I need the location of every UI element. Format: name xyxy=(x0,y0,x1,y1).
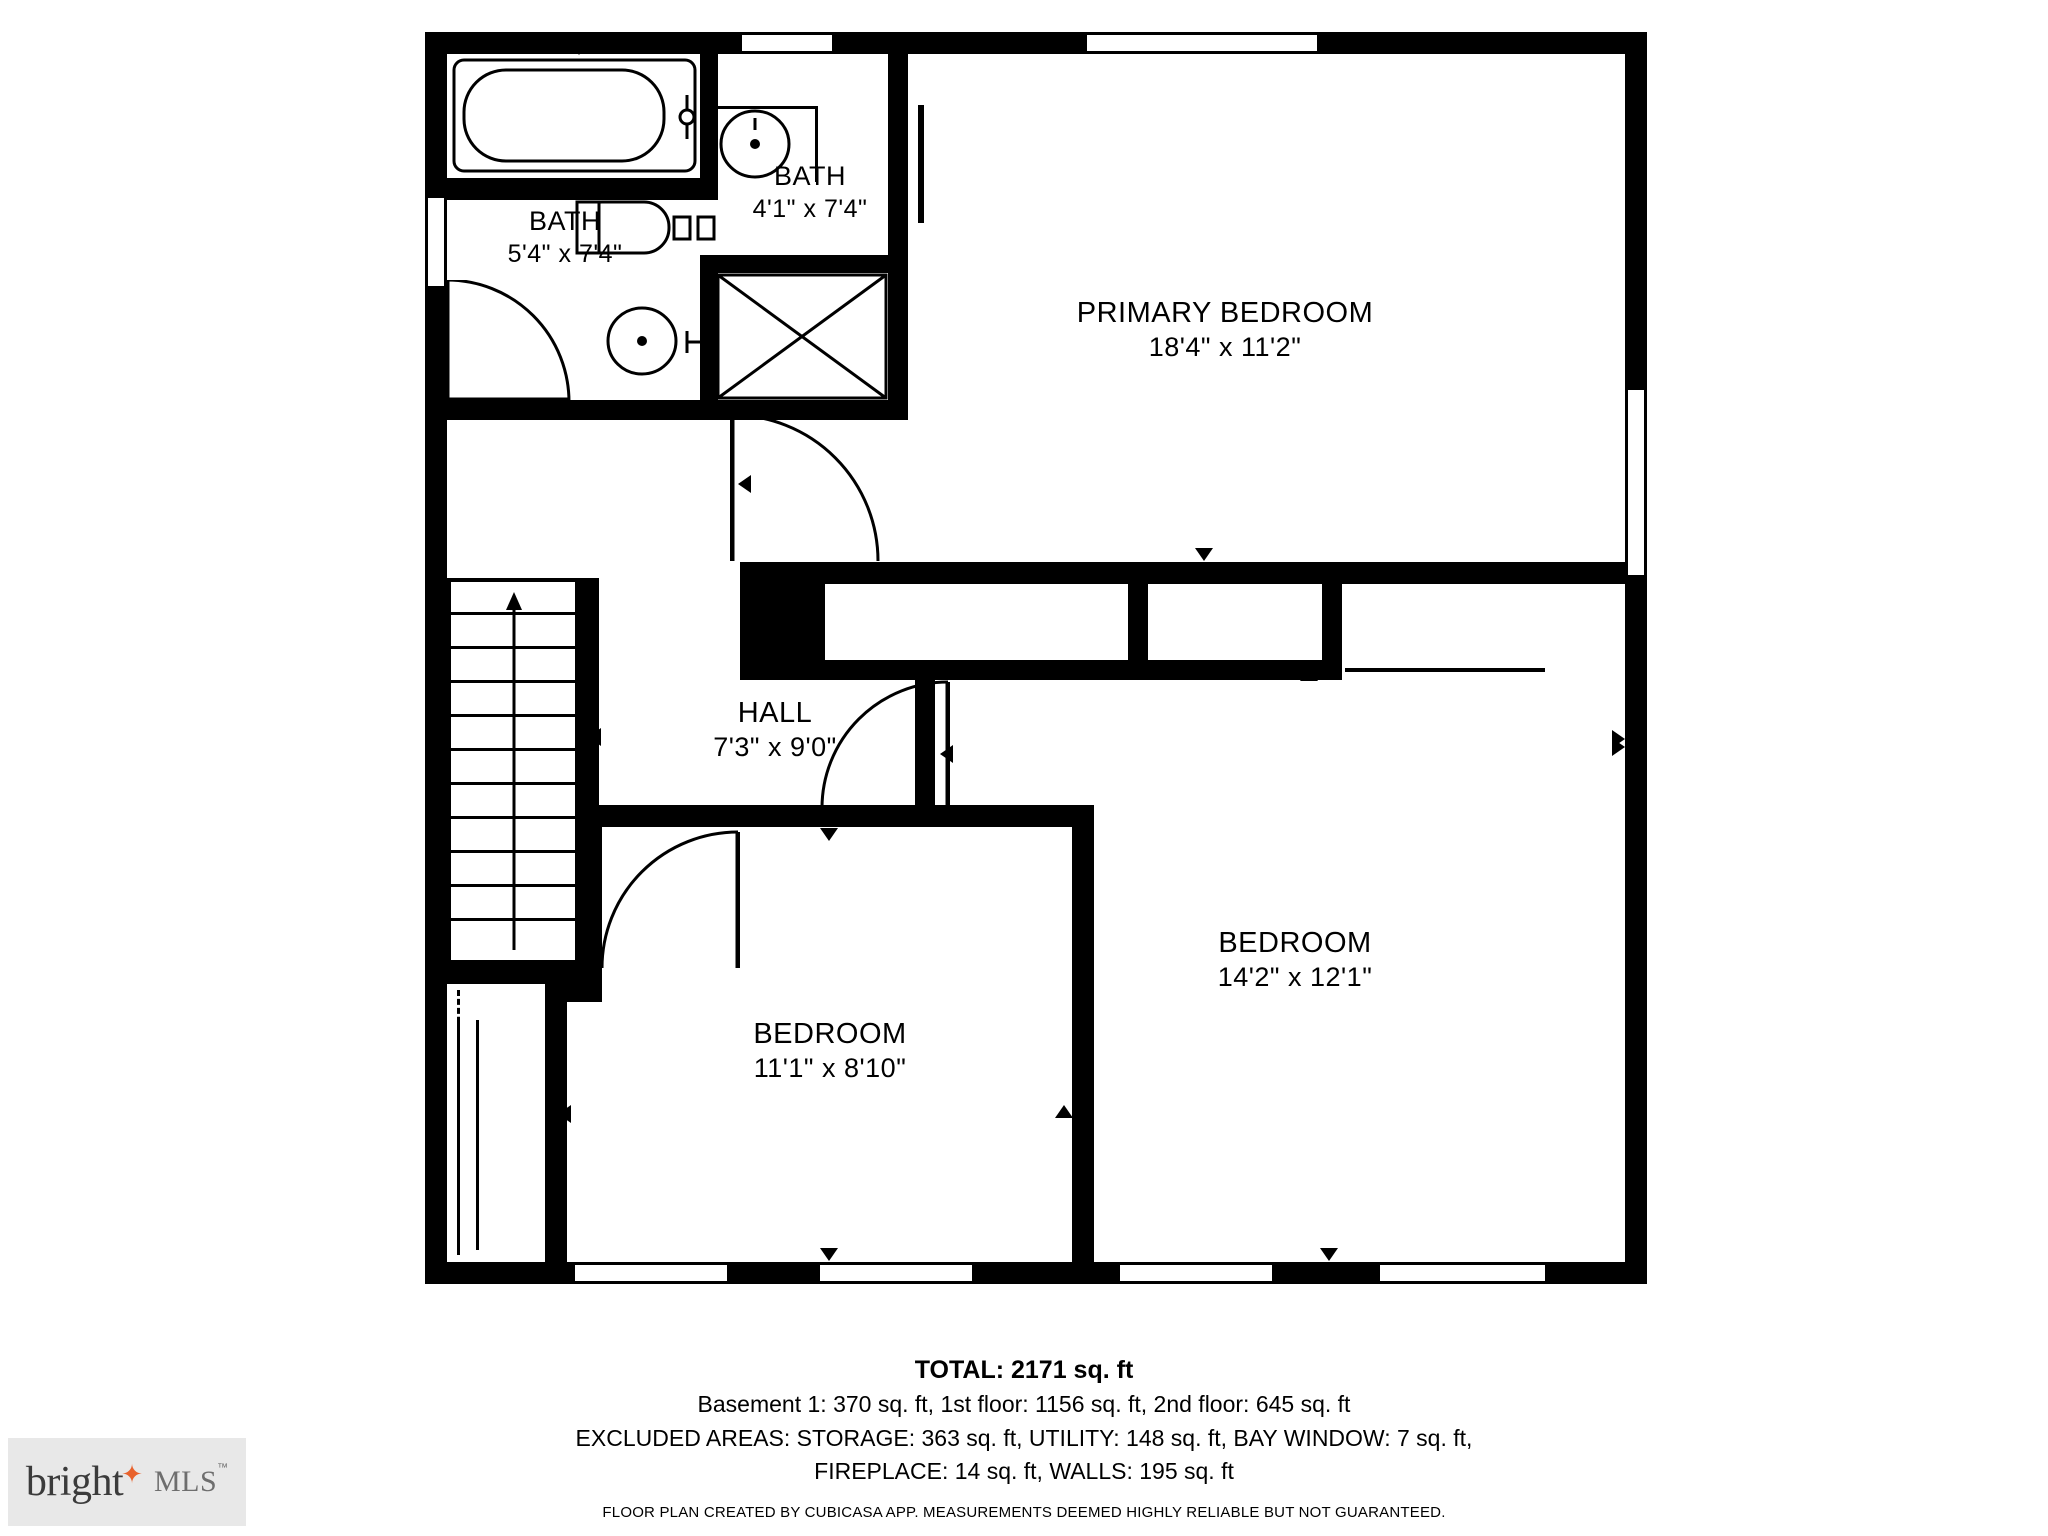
room-label-bath-primary xyxy=(710,160,910,225)
wall-closet-bottom xyxy=(740,660,1342,680)
door-marker-hall-bedroom xyxy=(940,745,953,763)
room-name: BATH xyxy=(773,161,846,191)
room-name: BEDROOM xyxy=(753,1018,907,1050)
closet-door-line-1 xyxy=(940,570,1050,574)
brightmls-logo xyxy=(8,1438,246,1526)
door-marker-primary-bedroom xyxy=(1250,565,1268,578)
wall-bedroom-front-left xyxy=(580,805,602,985)
bedroom-rear-marker-bottom xyxy=(1320,1248,1338,1261)
door-frame-primary-bath xyxy=(918,105,924,223)
bedroom-rear-marker-right xyxy=(1612,738,1625,756)
room-label-bedroom-front xyxy=(680,1016,980,1086)
door-bedroom-front[interactable] xyxy=(600,830,740,970)
closet-door-line-2 xyxy=(1100,570,1210,574)
wall-bath-horizontal-divider-2 xyxy=(700,255,908,273)
door-primary-bedroom[interactable] xyxy=(730,415,882,563)
door-bath-hall[interactable] xyxy=(447,280,587,402)
wall-between-bedrooms xyxy=(1072,805,1094,1284)
closet-door-line-3 xyxy=(1345,668,1545,672)
opening-marker-bath-top xyxy=(570,42,588,55)
stair-outline-left xyxy=(447,578,451,963)
window-left-bath xyxy=(425,198,447,286)
room-name: BATH xyxy=(528,206,601,236)
floor-plan-disclaimer: FLOOR PLAN CREATED BY CUBICASA APP. MEASUREMENTS DEEMED HIGHLY RELIABLE BUT NOT GUARANTEED. xyxy=(602,1504,1446,1522)
area-breakdown: Basement 1: 370 sq. ft, 1st floor: 1156 sq. ft, 2nd floor: 645 sq. ft xyxy=(697,1391,1351,1418)
faucet-icon-bath-hall xyxy=(683,325,717,359)
dashed-boundary-line xyxy=(457,990,460,1255)
window-top-right xyxy=(1087,32,1317,54)
excluded-areas-line-1: EXCLUDED AREAS: STORAGE: 363 sq. ft, UTILITY: 148 sq. ft, BAY WINDOW: 7 sq. ft, xyxy=(575,1424,1473,1451)
closet-marker-1 xyxy=(1195,548,1213,561)
room-dims: 14'2" x 12'1" xyxy=(1217,962,1373,993)
stair-marker xyxy=(588,728,601,746)
window-bottom-3 xyxy=(1120,1262,1272,1284)
window-bottom-4 xyxy=(1380,1262,1545,1284)
wall-bath-horizontal-divider xyxy=(447,182,718,200)
closet-marker-2 xyxy=(1300,668,1318,681)
stair-outline-top xyxy=(447,578,579,582)
room-label-hall xyxy=(660,695,890,765)
line-tub-edge xyxy=(447,178,700,182)
room-dims: 11'1" x 8'10" xyxy=(753,1053,907,1084)
bathtub-fixture xyxy=(452,58,697,173)
excluded-areas-line-2: FIREPLACE: 14 sq. ft, WALLS: 195 sq. ft xyxy=(814,1457,1234,1484)
wall-exterior-top xyxy=(425,32,1647,54)
room-label-primary-bedroom xyxy=(1010,295,1440,365)
room-dims: 5'4" x 7'4" xyxy=(507,239,623,268)
room-name: HALL xyxy=(737,697,813,729)
room-dims: 7'3" x 9'0" xyxy=(713,732,837,763)
tub-faucet-icon xyxy=(676,95,698,139)
window-left-lower xyxy=(457,1020,479,1250)
wall-bedroom-front-leftedge xyxy=(545,980,567,1284)
room-dims: 18'4" x 11'2" xyxy=(1148,332,1302,363)
room-name: BEDROOM xyxy=(1218,927,1372,959)
brand-suffix: MLS xyxy=(153,1465,218,1498)
door-marker-bedroom-front xyxy=(820,828,838,841)
brand-name: bright xyxy=(25,1459,124,1505)
room-dims: 4'1" x 7'4" xyxy=(752,194,868,223)
bedroom-front-marker-left xyxy=(558,1105,571,1123)
window-right-upper xyxy=(1625,390,1647,575)
room-label-bath-hall xyxy=(450,205,680,270)
counter-line-bath-primary xyxy=(718,106,818,109)
room-name: PRIMARY BEDROOM xyxy=(1076,297,1374,329)
opening-marker-bath-block-bottom xyxy=(645,402,663,415)
room-label-bedroom-rear xyxy=(1135,925,1455,995)
spark-icon: ✦ xyxy=(121,1458,143,1489)
window-bottom-2 xyxy=(820,1262,972,1284)
shower-fixture xyxy=(716,273,888,400)
sink-fixture-bath-hall xyxy=(605,305,680,377)
bedroom-front-marker-bottom xyxy=(820,1248,838,1261)
bedroom-front-marker-wall xyxy=(1055,1105,1073,1118)
window-top-left xyxy=(742,32,832,54)
stair-direction-arrow-icon xyxy=(505,592,523,952)
wall-exterior-right xyxy=(1625,32,1647,1284)
window-bottom-1 xyxy=(575,1262,727,1284)
trademark-symbol: ™ xyxy=(217,1462,229,1474)
total-area: TOTAL: 2171 sq. ft xyxy=(914,1356,1134,1384)
area-summary xyxy=(0,1352,2048,1525)
door-marker-primary xyxy=(738,475,751,493)
